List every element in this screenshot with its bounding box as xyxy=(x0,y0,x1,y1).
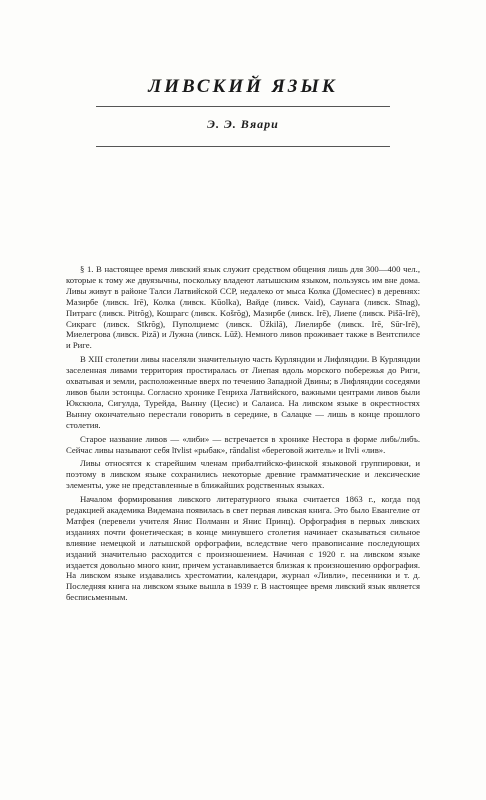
title-rule-bottom xyxy=(96,146,390,147)
paragraph-3: Старое название ливов — «либи» — встречается в хронике Нестора в форме либь/либъ. Сейчас ливы называют себя līvlist «рыбак», rāndalist «береговой житель» и līvli «лив». xyxy=(66,433,420,455)
paragraph-2: В XIII столетии ливы населяли значительную часть Курляндии и Лифляндии. В Курляндии заселенная ливами территория простиралась от Лиепая вдоль морского побережья до Риги, охватывая и земли, расположенные вверх по течению Западной Двины; в Лифляндии соседями ливов были эстонцы. Согласно хронике Генриха Латвийского, важными центрами ливов были Юкскюла, Сигулда, Турейда, Вынну (Цесис) и Салаиса. На ливском языке в окрестностях Вынну окончательно перестали говорить в середине, в Салацке — лишь в конце прошлого столетия. xyxy=(66,354,420,430)
paragraph-1: § 1. В настоящее время ливский язык служит средством общения лишь для 300—400 чел., которые к тому же двуязычны, поскольку владеют латышским языком, пользуясь им вне дома. Ливы живут в районе Талси Латвийской ССР, недалеко от мыса Колка (Домеснес) в деревнях: Мазирбе (ливск. Irē), Колка (ливск. Kūolka), Вайде (ливск. Vaid), Саунага (ливск. Sīnag), Питрагс (ливск. Pitrõg), Кошрагс (ливск. Košrõg), Мазирбе (ливск. Irē), Лиепе (ливск. Pišā-Irē), Сикрагс (ливск. Sīkrõg), Пуполциемс (ливск. Ūžkilā), Лиелирбе (ливск. Irē, Sūr-Irē), Миелегрова (ливск. Pizā) и Лужна (ливск. Lūž). Немного ливов проживает также в Вентспилсе и Риге. xyxy=(66,264,420,351)
title-rule-top xyxy=(96,106,390,107)
paragraph-4: Ливы относятся к старейшим членам прибалтийско-финской языковой группировки, и поэтому в ливском языке сохранились некоторые древние грамматические и лексические элементы, уже не представленные в ближайших родственных языках. xyxy=(66,458,420,491)
article-title: ЛИВСКИЙ ЯЗЫК xyxy=(148,76,338,97)
article-body xyxy=(66,264,420,606)
article-author: Э. Э. Вяари xyxy=(207,117,279,131)
paragraph-5: Началом формирования ливского литературного языка считается 1863 г., когда под редакцией академика Видемана появилась в свет первая ливская книга. Это было Евангелие от Матфея (перевели учителя Янис Полманн и Янис Принц). Орфография в первых ливских изданиях почти фонетическая; в конце минувшего столетия начинает сказываться сильное влияние немецкой и латышской орфографии, вследствие чего правописание последующих изданий значительно расходится с произношением. Начиная с 1920 г. на ливском языке издается довольно много книг, причем устанавливается близкая к произношению орфография. На ливском языке издавались хрестоматии, календари, журнал «Ливли», песенники и т. д. Последняя книга на ливском языке вышла в 1939 г. В настоящее время ливский язык является бесписьменным. xyxy=(66,494,420,603)
